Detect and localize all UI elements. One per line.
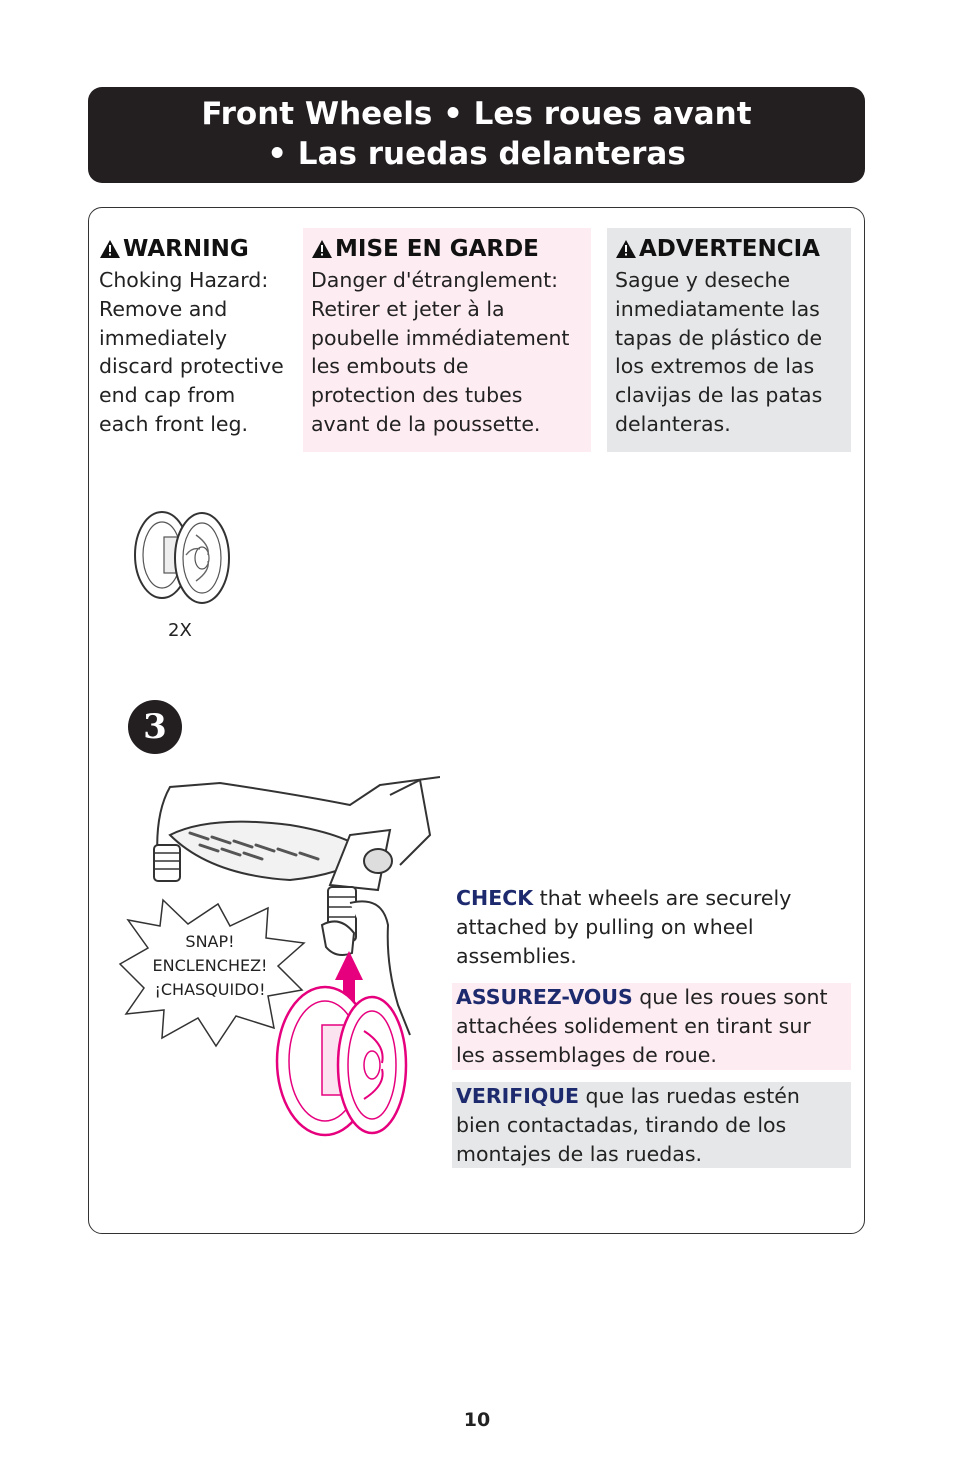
warning-text-french: Danger d'étranglement: Retirer et jeter à la poubelle immédiatement les embouts de protection des tubes avant de la poussette. <box>311 268 570 436</box>
warning-title-english: WARNING <box>99 232 292 266</box>
quantity-label: 2X <box>168 620 192 641</box>
instruction-french: ASSUREZ-VOUS que les roues sont attachées solidement en tirant sur les assemblages de roue. <box>452 983 851 1070</box>
warning-title-french: MISE EN GARDE <box>311 232 587 266</box>
warning-triangle-icon <box>99 239 121 259</box>
page-number: 10 <box>463 1409 491 1431</box>
instruction-english: CHECK that wheels are securely attached by pulling on wheel assemblies. <box>456 886 792 968</box>
warning-english <box>93 228 296 452</box>
section-header <box>88 87 865 183</box>
warning-text-english: Choking Hazard: Remove and immediately discard protective end cap from each front leg. <box>99 268 284 436</box>
warning-title-spanish: ADVERTENCIA <box>615 232 847 266</box>
warning-spanish <box>607 228 851 452</box>
section-title-line-2: • Las ruedas delanteras <box>267 136 686 172</box>
instruction-spanish: VERIFIQUE que las ruedas estén bien contactadas, tirando de los montajes de las ruedas. <box>452 1082 851 1168</box>
section-title-line-1: Front Wheels • Les roues avant <box>201 96 752 132</box>
warning-text-spanish: Sague y deseche inmediatamente las tapas de plástico de los extremos de las clavijas de las patas delanteras. <box>615 268 823 436</box>
front-wheel-pair-illustration <box>130 505 235 610</box>
snap-callout: SNAP! ENCLENCHEZ! ¡CHASQUIDO! <box>152 932 268 999</box>
step-number-badge: 3 <box>128 700 182 754</box>
warning-french <box>303 228 591 452</box>
warning-triangle-icon <box>311 239 333 259</box>
warning-triangle-icon <box>615 239 637 259</box>
